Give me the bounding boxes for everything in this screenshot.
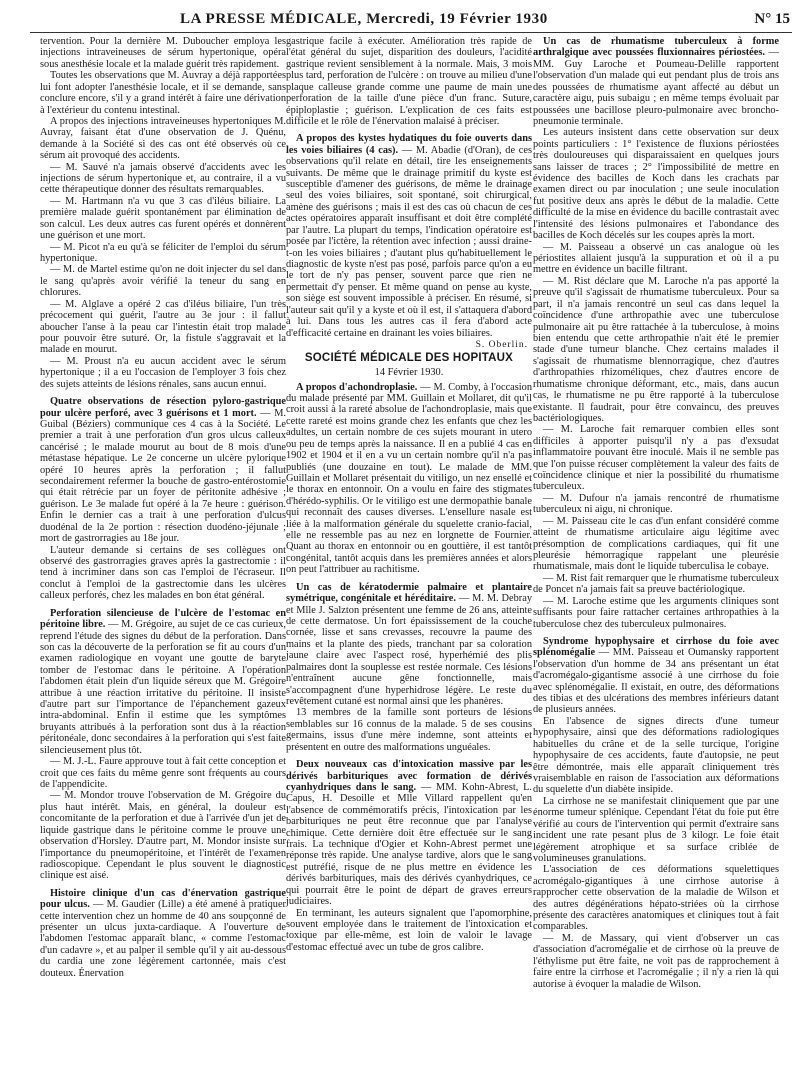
page-header (30, 8, 792, 33)
journal-title: LA PRESSE MÉDICALE, Mercredi, 19 Février 1930 (180, 11, 548, 27)
article-section: Un cas de kératodermie palmaire et plantaire symétrique, congénitale et héréditaire. — M. M. Debray et Mlle J. Salzton présentent une femme de 26 ans, atteinte de cette dermatose. Un fort épaississement de la couche cornée, lisse et sans crevasses, recouvre la paume des mains et la plante des pieds, tranchant par sa coloration jaune claire avec l'aspect rosé, hyperhémié des plis palmaires dont la souplesse est restée normale. Ces lésions n'entraînent aucune gêne fonctionnelle, mais s'accompagnent d'une hyperhidrose légère. Le reste du revêtement cutané est normal ainsi que les phanères. (286, 581, 532, 707)
session-date: 14 Février 1930. (374, 367, 444, 379)
section-title: Deux nouveaux cas d'intoxication massive par les dérivés barbituriques avec formation de dérivés cyanhydriques dans le sang. (286, 759, 532, 793)
paragraph: L'association de ces déformations squelettiques acromégalo-gigantiques à une cirrhose autorise à rapprocher cette observation de la maladie de Wilson et des autres dégénérations hépato-striées où la cirrhose présente des caractères anatomiques et cliniques tout à fait comparables. (533, 864, 779, 933)
article-section: Deux nouveaux cas d'intoxication massive par les dérivés barbituriques avec formation de dérivés cyanhydriques dans le sang. — MM. Kohn-Abrest, L. Capus, H. Desoille et Mlle Villard rappellent qu'en l'absence de commémoratifs précis, l'intoxication par les barbituriques ne peut être reconnue que par l'analyse chimique. Cette dernière doit être effectuée sur le sang frais. La technique d'Ogier et Kohn-Abrest permet une réponse très rapide. Une analyse tardive, alors que le sang est putréfié, risque de ne plus mettre en évidence les dérivés barbituriques, mais des dérivés cyanhydriques, ce qui pourrait être le point de départ de graves erreurs judiciaires. (286, 759, 532, 908)
paragraph: A propos des injections intraveineuses hypertoniques M. Auvray, faisant état d'une observation de J. Quénu, demande à la Société si des cas ont été observés où ce sérum ait provoqué des accidents. (40, 115, 286, 162)
paragraph: — M. J.-L. Faure approuve tout à fait cette conception et croit que ces faits du même genre sont fréquents au cours de l'appendicite. (40, 756, 286, 790)
paragraph: — M. Laroche estime que les arguments cliniques sont suffisants pour faire rattacher certaines arthropathies à la tuberculose chez des tuberculeux pulmonaires. (533, 595, 779, 630)
section-title: Un cas de kératodermie palmaire et plantaire symétrique, congénitale et héréditaire. (286, 581, 532, 605)
section-title: Histoire clinique d'un cas d'énervation gastrique pour ulcus. (40, 887, 286, 911)
paragraph: — M. Picot n'a eu qu'à se féliciter de l'emploi du sérum hypertonique. (40, 241, 286, 265)
paragraph: En l'absence de signes directs d'une tumeur hypophysaire, ainsi que des déformations radiologiques habituelles du crâne et de la selle turcique, l'origine hypophysaire de ces accidents, faute d'autopsie, ne peut être démontrée, mais elle apparaît cliniquement très vraisemblable en raison de l'association aux déformations du squelette d'un diabète insipide. (533, 715, 779, 796)
section-title: A propos d'achondroplasie. (296, 381, 418, 393)
paragraph: 13 membres de la famille sont porteurs de lésions semblables sur 16 connus de la malade. 5 de ses cousins germains, issus d'une mère indemne, sont atteints et présentent en outre des malformations unguéales. (286, 707, 532, 753)
paragraph: — M. Paisseau cite le cas d'un enfant considéré comme atteint de rhumatisme articulaire aigu légitime avec présomption de complications cardiaques, qui fit une pleurésie hémorragique rappelant une pleurésie rhumatismale, mais dont le liquide tuberculisa le cobaye. (533, 515, 779, 573)
paragraph: Les auteurs insistent dans cette observation sur deux points particuliers : 1° l'existence de fluxions périostées très douloureuses qui disparaissaient en quelques jours sans laisser de traces ; 2° l'impossibilité de mettre en évidence des bacilles de Koch dans les crachats par examen direct ou par inoculation ; une seule inoculation fut positive deux ans après le début de la maladie. Cette difficulté de la mise en évidence du bacille contrastait avec l'intensité des lésions pulmonaires et l'abondance des bacilles de Koch décelés sur les coupes après la mort. (533, 127, 779, 242)
column-left (40, 36, 286, 979)
paragraph: L'auteur demande si certains de ses collègues ont observé des gastrorragies graves après la gastrectomie : il tend à incriminer dans son cas l'emploi de l'écraseur. Il conclut à l'emploi de la gastrectomie dans les ulcères calleux perforés, chez les malades en bon état général. (40, 544, 286, 602)
page-number: N° 15 (754, 11, 790, 27)
section-title: Quatre observations de résection pyloro-gastrique pour ulcère perforé, avec 3 guérisons et 1 mort. (40, 396, 286, 419)
article-section: Syndrome hypophysaire et cirrhose du foie avec splénomégalie — MM. Paisseau et Oumansky rapportent l'observation d'un homme de 34 ans présentant un état d'acromégalo-gigantisme associé à une cirrhose du foie avec splénomégalie. Il existait, en outre, des déformations des tibias et des ulcérations des membres inférieurs datant de plusieurs années. (533, 635, 779, 716)
article-section: Un cas de rhumatisme tuberculeux à forme arthralgique avec poussées fluxionnaires périostées. — MM. Guy Laroche et Poumeau-Delille rapportent l'observation d'un malade qui eut pendant plus de trois ans des poussées de rhumatisme ayant affecté au début un caractère aigu, puis subaigu ; en même temps évoluait par poussées une bacillose pleuro-pulmonaire avec broncho-pneumonie terminale. (533, 36, 779, 127)
article-section: Quatre observations de résection pyloro-gastrique pour ulcère perforé, avec 3 guérisons et 1 mort. — M. Guibal (Béziers) communique ces 4 cas à la Société. Le premier a trait à une perforation d'un gros ulcus calleux cancérisé ; le malade mourut au bout de 8 mois d'une métastase hépatique. Le 2e concerne un ulcère pylorique opéré 10 heures après la perforation ; il fallut secondairement refermer la bouche de gastro-entérostomie qui était rétrécie par un foyer de péritonite adhésive ; guérison. Le 3e malade fut opéré à la 7e heure : guérison. Enfin le dernier cas a trait à une perforation d'ulcus duodénal de la 2e portion : résection duodéno-jéjunale ; mort de gastrorragies au 18e jour. (40, 396, 286, 545)
paragraph: En terminant, les auteurs signalent que l'apomorphine, souvent employée dans le traitement de l'intoxication et toxique par elle-même, est loin de valoir le lavage d'estomac effectué avec un tube de gros calibre. (286, 907, 532, 953)
section-title: A propos des kystes hydatiques du foie ouverts dans les voies biliaires (4 cas). (286, 133, 532, 156)
paragraph: — M. Alglave a opéré 2 cas d'iléus biliaire, l'un très précocement qui guérit, l'autre au 3e jour : il fallut aboucher l'anse à la peau car l'intestin était trop malade pour pouvoir être suturé. Or, la fistule s'aggravait et la malade en mourut. (40, 298, 286, 356)
paragraph: gastrique facile à exécuter. Amélioration très rapide de l'état général du sujet, disparition des douleurs, l'acidité gastrique revient sensiblement à la normale. Mais, 3 mois plus tard, perforation de l'ulcère : on trouve au milieu d'une plaque calleuse grande comme une paume de main une perforation de la taille d'une pièce d'un franc. Suture, épiploplastie ; guérison. L'explication de ces faits est difficile et le rôle de l'énervation malaisé à préciser. (286, 36, 532, 127)
paragraph: La cirrhose ne se manifestait cliniquement que par une énorme tumeur splénique. Cependant l'état du foie put être vérifié au cours de l'intervention qui permit d'extraire sans incident une rate pesant plus de 3 kilogr. Le foie était légèrement atrophique et sa surface criblée de volumineuses granulations. (533, 795, 779, 864)
article-section: Histoire clinique d'un cas d'énervation gastrique pour ulcus. — M. Gaudier (Lille) a été amené à pratiquer cette intervention chez un homme de 40 ans soupçonné de présenter un ulcus juxta-cardiaque. A l'ouverture de l'abdomen l'estomac apparaît blanc, « comme l'estomac d'un cadavre », et au palper il semble qu'il y ait au-dessous du cardia une zone légèrement cartonnée, mais c'est douteux. Énervation (40, 887, 286, 979)
section-title: Syndrome hypophysaire et cirrhose du foie avec splénomégalie (533, 635, 779, 659)
paragraph: — M. Sauvé n'a jamais observé d'accidents avec les injections de sérum hypertonique et, au contraire, il a vu cette thérapeutique donner des résultats remarquables. (40, 161, 286, 196)
paragraph: — M. Dufour n'a jamais rencontré de rhumatisme tuberculeux ni aigu, ni chronique. (533, 492, 779, 516)
section-title: Un cas de rhumatisme tuberculeux à forme arthralgique avec poussées fluxionnaires périostées. (533, 36, 779, 59)
paragraph: — M. Rist déclare que M. Laroche n'a pas apporté la preuve qu'il s'agissait de rhumatisme tuberculeux. Pour sa part, il n'a jamais rencontré un seul cas dans lequel la coïncidence d'une arthropathie avec une tuberculose pulmonaire ait pu être rattachée à la tuberculose, à moins bien entendu que cette arthropathie n'ait été le premier stade d'une tumeur blanche. Chez certains malades il s'agissait de rhumatisme blennorragique, chez d'autres d'arthropathies rhizoméliques, chez d'autres encore de rhumatisme chronique déformant, etc., mais, dans aucun cas, le rhumatisme ne pu être rapporté à la tuberculose existante. Il faudrait, pour être convaincu, des preuves bactériologiques. (533, 275, 779, 424)
paragraph: — M. Hartmann n'a vu que 3 cas d'iléus biliaire. La première malade guérit spontanément par élimination de son calcul. Les deux autres cas furent opérés et donnèrent une guérison et une mort. (40, 195, 286, 242)
paragraph: — M. Laroche fait remarquer combien elles sont difficiles à apporter puisqu'il n'y a pas d'exsudat inflammatoire pouvant être inoculé. Mais il ne semble pas que l'on puisse récuser complètement la valeur des faits de coïncidence clinique et nier la possibilité du rhumatisme tuberculeux. (533, 424, 779, 493)
paragraph: Toutes les observations que M. Auvray a déjà rapportées lui font adopter l'anesthésie locale, et il se demande, sans conclure encore, s'il y a grand intérêt à faire une dérivation à l'extérieur du contenu intestinal. (40, 70, 286, 116)
paragraph: — M. de Martel estime qu'on ne doit injecter du sel dans le sang qu'après avoir vérifié la teneur du sang en chlorures. (40, 264, 286, 299)
article-section: A propos des kystes hydatiques du foie ouverts dans les voies biliaires (4 cas). — M. Abadie (d'Oran), de ces observations qu'il relate en détail, tire les enseignements suivants. De même que le drainage primitif du kyste est susceptible d'amener des guérisons, de même le drainage seul des voies biliaires, soit spontané, soit chirurgical, amène des guérisons ; mais il est des cas où chacun de ces actes opératoires apparaît insuffisant et doit être complété par l'autre. La plupart du temps, l'indication opératoire est posée par l'ictère, la rétention avec infection ; aussi draine-t-on les voies biliaires ; d'autant plus qu'habituellement le diagnostic de kyste n'est pas posé, parfois parce qu'on a eu le tort de n'y pas penser, souvent parce que rien ne permettait d'y penser. Et même quand on pense au kyste, son siège est souvent impossible à préciser. En résumé, si l'auteur sait qu'il y a kyste et où il est, il s'attaquera d'abord à lui. Dans tous les autres cas il fera d'abord acte d'efficacité certaine en drainant les voies biliaires. (286, 133, 532, 339)
paragraph: tervention. Pour la dernière M. Duboucher employa les injections intraveineuses de sérum hypertonique, opéra sous anesthésie locale et la malade guérit très rapidement. (40, 36, 286, 70)
paragraph: — M. Paisseau a observé un cas analogue où les périostites allaient jusqu'à la suppuration et où il a pu mettre en évidence un bacille filtrant. (533, 241, 779, 276)
paragraph: — M. de Massary, qui vient d'observer un cas d'association d'acromégalie et de cirrhose où la preuve de l'éthylisme put être faite, ne voit pas de rapprochement à faire entre la cirrhose et l'acromégalie ; il n'y a rien là qui autorise à évoquer la maladie de Wilson. (533, 932, 779, 990)
column-right (533, 36, 779, 990)
section-title: Perforation silencieuse de l'ulcère de l'estomac en péritoine libre. (40, 607, 286, 631)
article-section: Perforation silencieuse de l'ulcère de l'estomac en péritoine libre. — M. Grégoire, au sujet de ce cas curieux, reprend l'étude des signes du début de la perforation. Dans son cas la découverte de la perforation se fit au cours d'un examen radiologique en voyant une goutte de baryte tomber de l'estomac dans le péritoine. A l'opération l'abdomen était plein d'un liquide séreux que M. Grégoire attribue à une réaction irritative du péritoine. Il insiste d'autre part sur l'importance de l'épanchement gazeux intra-abdominal. Enfin il estime que les symptômes bruyants attribués à la perforation sont dus à la réaction péritonéale, donc secondaires à la perforation qui s'est faite silencieusement plus tôt. (40, 607, 286, 756)
article-section: A propos d'achondroplasie. — M. Comby, à l'occasion du malade présenté par MM. Guillain et Mollaret, dit qu'il croit aussi à la rareté absolue de l'achondroplasie, mais que cette rareté est moins grande chez les enfants que chez les adultes, un certain nombre de ces sujets mourant in utero ou peu de temps après la naissance. Il en a publié 4 cas en 1902 et 1904 et il en a vu un certain nombre qu'il n'a pas publiés (une douzaine en tout). Le malade de MM. Guillain et Mollaret présentait du vitiligo, un nez ensellé et le thorax en entonnoir. On a voulu en faire des stigmates d'hérédo-syphilis. Or le vitiligo est une dermopathie banale qui reconnaît des causes diverses. L'ensellure nasale est liée à la malformation générale du squelette cranio-facial, elle ne ressemble pas au nez en lorgnette de Fournier. Quant au thorax en entonnoir ou en gouttière, il est tantôt congénital, tantôt acquis dans les premières années et alors on peut l'attribuer au rachitisme. (286, 381, 532, 576)
author-signature: S. Oberlin. (475, 339, 528, 350)
column-middle (286, 36, 532, 953)
paragraph: — M. Mondor trouve l'observation de M. Grégoire du plus haut intérêt. Mais, en général, la douleur est concomitante de la perforation et due à l'arrivée d'un jet de liquide gastrique dans le péritoine comme le prouve une observation d'Horsley. D'autre part, M. Mondor insiste sur l'importance du pneumopéritoine, et l'intérêt de l'examen radioscopique. Cependant le plus souvent le diagnostic clinique est aisé. (40, 790, 286, 882)
society-heading: SOCIÉTÉ MÉDICALE DES HOPITAUX (304, 352, 514, 365)
paragraph: — M. Rist fait remarquer que le rhumatisme tuberculeux de Poncet n'a jamais fait sa preuve bactériologique. (533, 572, 779, 596)
paragraph: — M. Proust n'a eu aucun accident avec le sérum hypertonique ; il a eu l'occasion de l'employer 3 fois chez des sujets atteints de lésions rénales, sans aucun ennui. (40, 355, 286, 390)
